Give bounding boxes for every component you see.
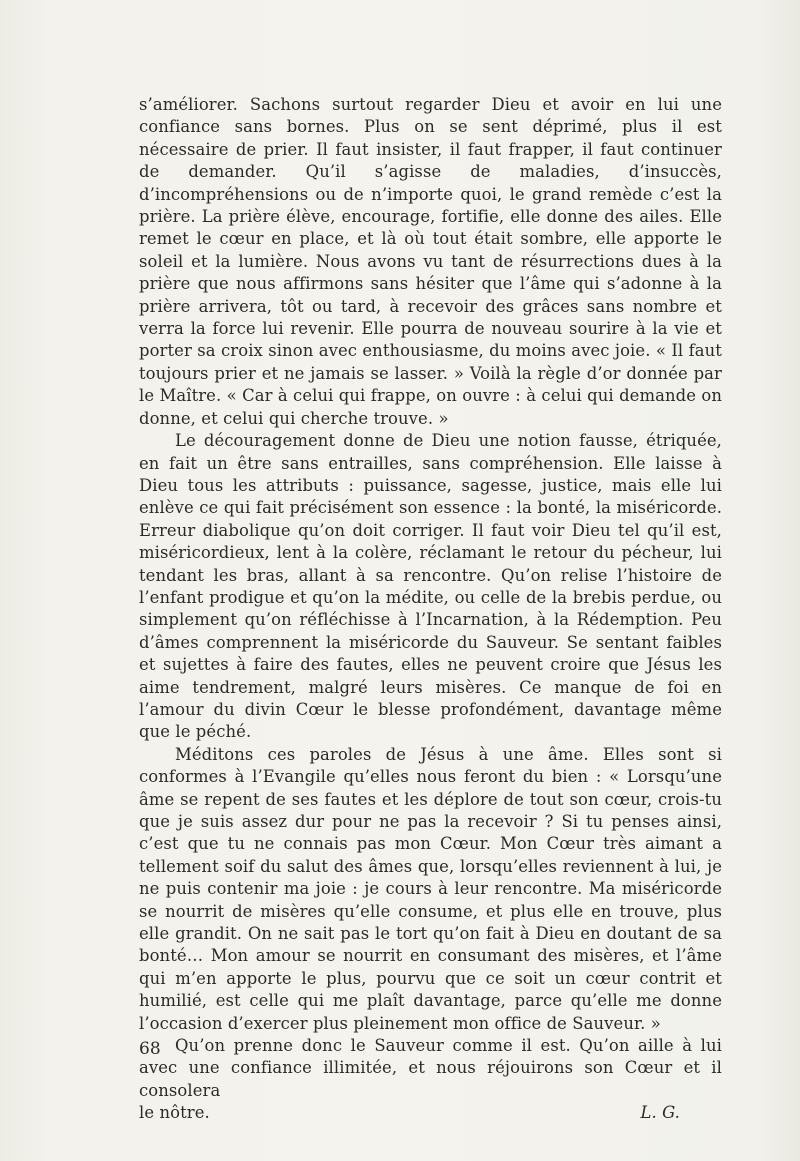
paragraph-3: Méditons ces paroles de Jésus à une âme. Elles sont si conformes à l’Evangile qu’elles nous feront du bien : « Lorsqu’une âme se repent de ses fautes et les déplore de tout son cœur, crois-tu que je suis assez dur pour ne pas la recevoir ? Si tu penses ainsi, c’est que tu ne connais pas mon Cœur. Mon Cœur très aimant a tellement soif du salut des âmes que, lorsqu’elles reviennent à lui, je ne puis contenir ma joie : je cours à leur rencontre. Ma miséricorde se nourrit de misères qu’elle consume, et plus elle en trouve, plus elle grandit. On ne sait pas le tort qu’on fait à Dieu en doutant de sa bonté… Mon amour se nourrit en consumant des misères, et l’âme qui m’en apporte le plus, pourvu que ce soit un cœur contrit et humilié, est celle qui me plaît davantage, parce qu’elle me donne l’occasion d’exercer plus pleinement mon office de Sauveur. » <box>139 744 722 1033</box>
body-text <box>139 94 722 1125</box>
closing-text: le nôtre. <box>139 1103 210 1123</box>
page-number: 68 <box>139 1039 161 1059</box>
closing-line <box>139 1102 722 1124</box>
paragraph-4: Qu’on prenne donc le Sauveur comme il est. Qu’on aille à lui avec une confiance illimitée, et nous réjouirons son Cœur et il consolera <box>139 1036 722 1100</box>
paragraph-2: Le découragement donne de Dieu une notion fausse, étriquée, en fait un être sans entrailles, sans compréhension. Elle laisse à Dieu tous les attributs : puissance, sagesse, justice, mais elle lui enlève ce qui fait précisément son essence : la bonté, la miséricorde. Erreur diabolique qu’on doit corriger. Il faut voir Dieu tel qu’il est, miséricordieux, lent à la colère, réclamant le retour du pécheur, lui tendant les bras, allant à sa rencontre. Qu’on relise l’histoire de l’enfant prodigue et qu’on la médite, ou celle de la brebis perdue, ou simplement qu’on réfléchisse à l’Incarnation, à la Rédemption. Peu d’âmes comprennent la miséricorde du Sauveur. Se sentant faibles et sujettes à faire des fautes, elles ne peuvent croire que Jésus les aime tendrement, malgré leurs misères. Ce manque de foi en l’amour du divin Cœur le blesse profondément, davantage même que le péché. <box>139 431 722 742</box>
author-signature: L. G. <box>640 1103 680 1123</box>
paragraph-1: s’améliorer. Sachons surtout regarder Dieu et avoir en lui une confiance sans bornes. Plus on se sent déprimé, plus il est nécessaire de prier. Il faut insister, il faut frapper, il faut continuer de demander. Qu’il s’agisse de maladies, d’insuccès, d’incompréhensions ou de n’importe quoi, le grand remède c’est la prière. La prière élève, encourage, fortifie, elle donne des ailes. Elle remet le cœur en place, et là où tout était sombre, elle apporte le soleil et la lumière. Nous avons vu tant de résurrections dues à la prière que nous affirmons sans hésiter que l’âme qui s’adonne à la prière arrivera, tôt ou tard, à recevoir des grâces sans nombre et verra la force lui revenir. Elle pourra de nouveau sourire à la vie et porter sa croix sinon avec enthousiasme, du moins avec joie. « Il faut toujours prier et ne jamais se lasser. » Voilà la règle d’or donnée par le Maître. « Car à celui qui frappe, on ouvre : à celui qui demande on donne, et celui qui cherche trouve. » <box>139 95 722 428</box>
